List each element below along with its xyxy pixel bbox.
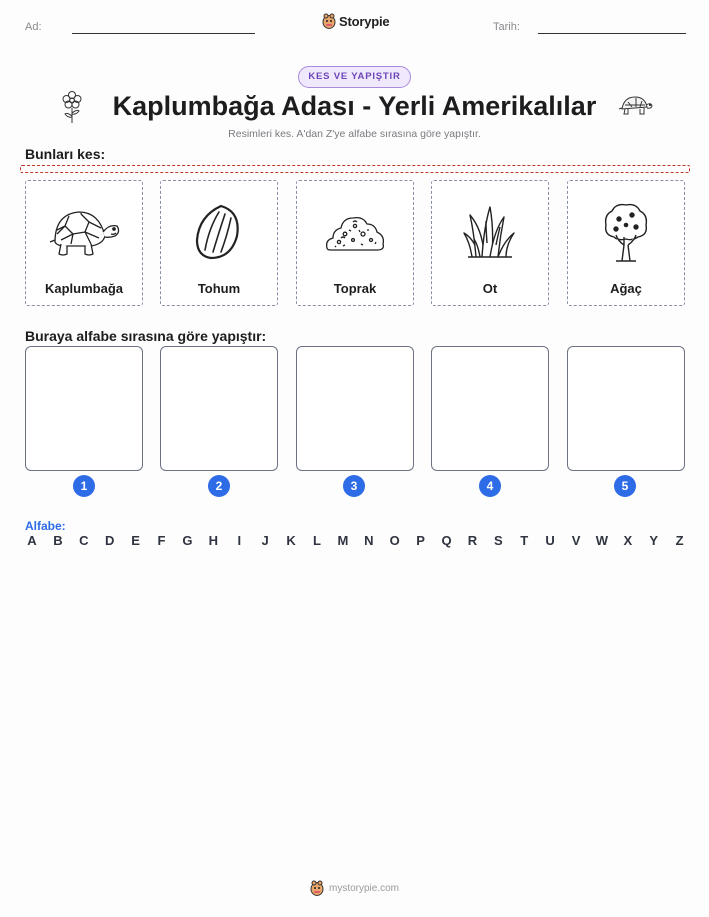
activity-badge: KES VE YAPIŞTIR <box>298 66 411 88</box>
paste-box-2[interactable] <box>160 346 278 471</box>
alphabet-row <box>25 533 687 548</box>
cut-section-label: Bunları kes: <box>25 146 106 162</box>
footer-url[interactable]: mystorypie.com <box>328 882 399 894</box>
grass-icon <box>460 203 520 261</box>
name-label: Ad: <box>25 21 42 33</box>
alphabet-letter: R <box>467 533 478 548</box>
alphabet-letter: U <box>545 533 555 548</box>
alphabet-letter: V <box>571 533 581 548</box>
cut-card-label: Ağaç <box>610 281 642 296</box>
cut-card-label: Toprak <box>333 281 377 296</box>
seed-icon <box>191 202 247 262</box>
soil-icon <box>323 210 387 254</box>
alphabet-letter: J <box>261 533 269 548</box>
paste-box-1[interactable] <box>25 346 143 471</box>
cut-card-tree[interactable] <box>567 180 685 306</box>
alphabet-letter: M <box>337 533 349 548</box>
alphabet-letter: Z <box>675 533 684 548</box>
storypie-mascot-icon <box>310 880 324 896</box>
alphabet-letter: Y <box>649 533 659 548</box>
worksheet-header <box>0 0 709 50</box>
name-line <box>72 33 255 34</box>
alphabet-letter: E <box>131 533 140 548</box>
alphabet-letter: X <box>623 533 633 548</box>
paste-number-5: 5 <box>614 475 636 497</box>
alphabet-letter: B <box>53 533 63 548</box>
turtle-icon <box>47 204 121 260</box>
alphabet-letter: C <box>79 533 89 548</box>
logo-text: Storypie <box>339 13 390 29</box>
alphabet-letter: G <box>182 533 193 548</box>
cut-card-label: Kaplumbağa <box>44 281 123 296</box>
paste-box-5[interactable] <box>567 346 685 471</box>
alphabet-letter: D <box>105 533 115 548</box>
footer <box>0 880 709 896</box>
date-label: Tarih: <box>493 21 520 33</box>
alphabet-letter: O <box>389 533 400 548</box>
paste-number-1: 1 <box>73 475 95 497</box>
alphabet-letter: Q <box>441 533 452 548</box>
alphabet-letter: F <box>157 533 166 548</box>
alphabet-letter: S <box>493 533 503 548</box>
alphabet-letter: W <box>595 533 609 548</box>
alphabet-letter: N <box>364 533 374 548</box>
cut-card-label: Ot <box>482 281 498 296</box>
date-line <box>538 33 686 34</box>
alphabet-label: Alfabe: <box>25 519 66 533</box>
instructions: Resimleri kes. A'dan Z'ye alfabe sırasına göre yapıştır. <box>228 128 481 140</box>
paste-box-4[interactable] <box>431 346 549 471</box>
alphabet-letter: T <box>520 533 529 548</box>
storypie-mascot-icon <box>322 13 336 29</box>
cut-line <box>20 165 690 173</box>
alphabet-letter: K <box>286 533 296 548</box>
cut-card-turtle[interactable] <box>25 180 143 306</box>
paste-section-label: Buraya alfabe sırasına göre yapıştır: <box>25 328 267 344</box>
cut-card-soil[interactable] <box>296 180 414 306</box>
cut-card-label: Tohum <box>197 281 241 296</box>
alphabet-letter: L <box>312 533 321 548</box>
tree-icon <box>602 201 650 263</box>
paste-box-3[interactable] <box>296 346 414 471</box>
storypie-logo <box>322 13 389 29</box>
paste-number-2: 2 <box>208 475 230 497</box>
cut-card-grass[interactable] <box>431 180 549 306</box>
paste-number-3: 3 <box>343 475 365 497</box>
alphabet-letter: A <box>27 533 37 548</box>
alphabet-letter: P <box>416 533 425 548</box>
alphabet-letter: I <box>237 533 242 548</box>
small-turtle-icon <box>618 94 654 116</box>
alphabet-letter: H <box>208 533 219 548</box>
title-row <box>0 90 709 130</box>
paste-number-4: 4 <box>479 475 501 497</box>
cut-card-seed[interactable] <box>160 180 278 306</box>
page-title: Kaplumbağa Adası - Yerli Amerikalılar <box>112 91 597 121</box>
